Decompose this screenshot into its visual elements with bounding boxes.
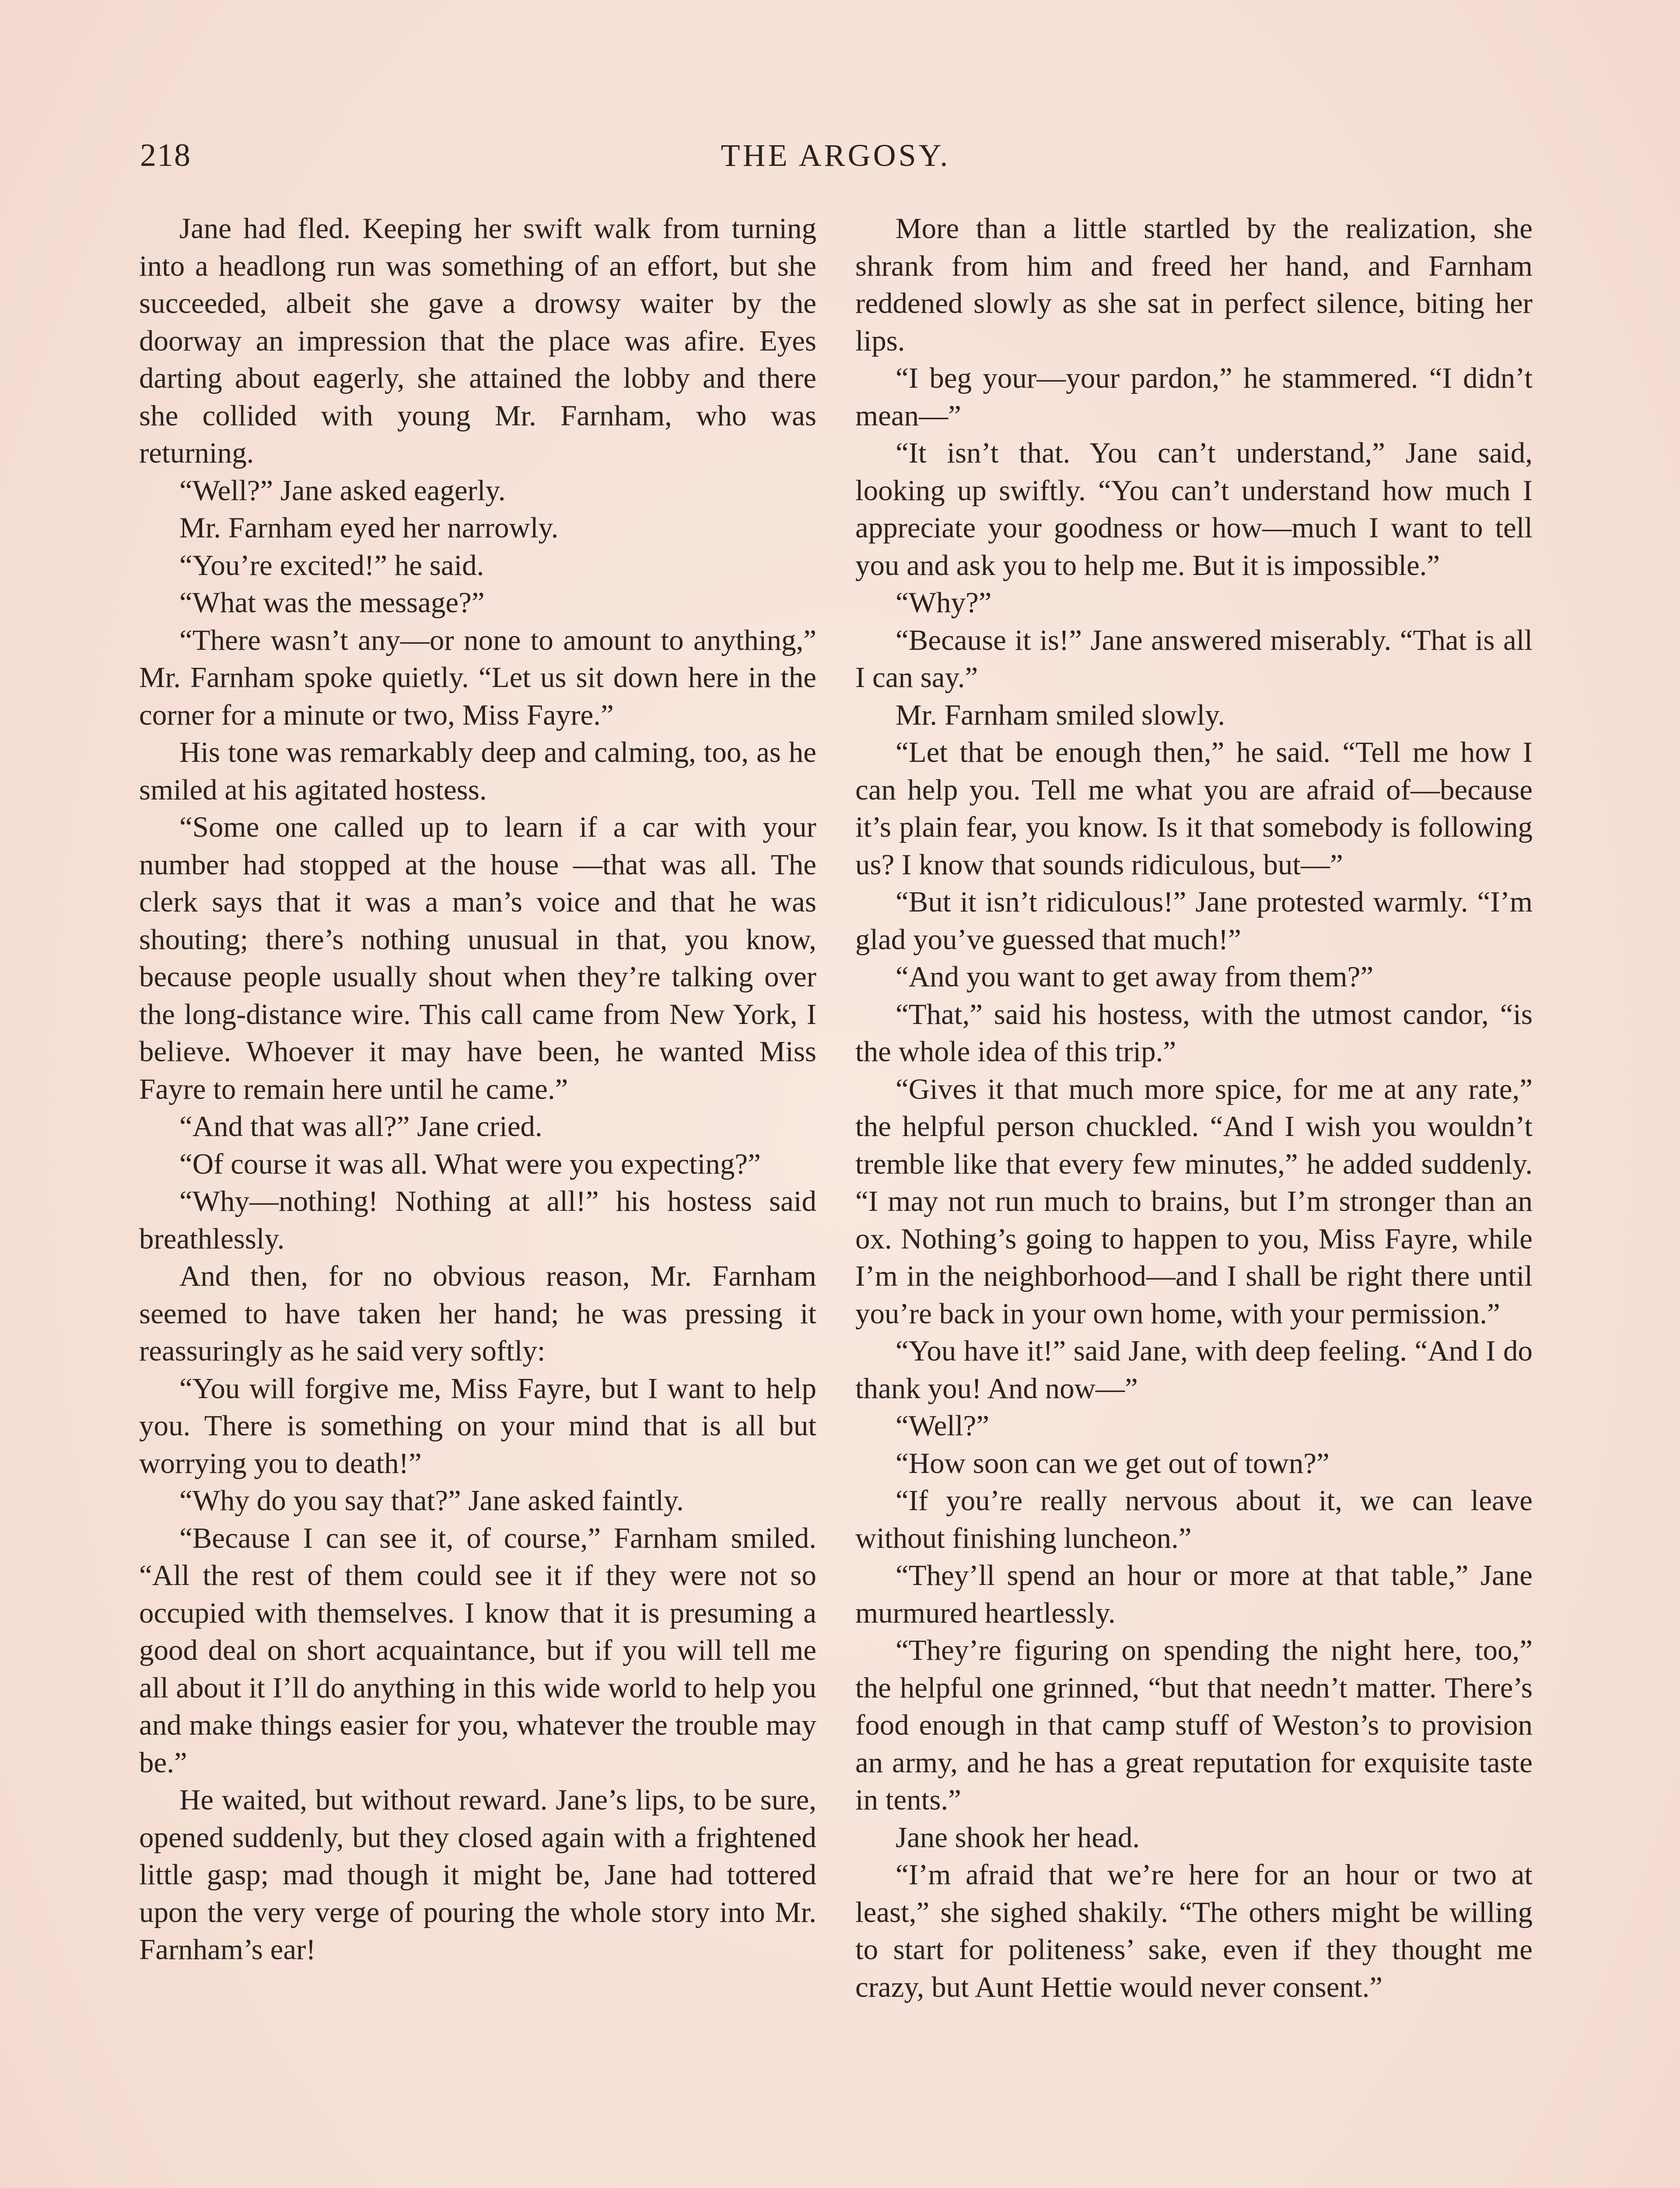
paragraph: “You have it!” said Jane, with deep feeling. “And I do thank you! And now—”	[855, 1335, 1533, 1405]
paragraph: “I’m afraid that we’re here for an hour or two at least,” she sighed shakily. “The others might be willing to start for politeness’ sake, even if they thought me crazy, but Aunt Hettie would never consent.”	[855, 1858, 1533, 2003]
paragraph: “It isn’t that. You can’t understand,” Jane said, looking up swiftly. “You can’t understand how much I appreciate your goodness or how—much I want to tell you and ask you to help me. But it is impossible.”	[855, 437, 1533, 582]
paragraph: “Gives it that much more spice, for me at any rate,” the helpful person chuckled. “And I wish you wouldn’t tremble like that every few minutes,” he added suddenly. “I may not run much to brains, but I’m stronger than an ox. Nothing’s going to happen to you, Miss Fayre, while I’m in the neighborhood—and I shall be right there until you’re back in your own home, with your permission.”	[855, 1073, 1533, 1330]
paragraph: “There wasn’t any—or none to amount to anything,” Mr. Farnham spoke quietly. “Let us sit down here in the corner for a minute or two, Miss Fayre.”	[139, 624, 816, 731]
paragraph: “Why?”	[896, 586, 992, 619]
paragraph: And then, for no obvious reason, Mr. Farnham seemed to have taken her hand; he was pressing it reassuringly as he said very softly:	[139, 1260, 816, 1367]
paragraph: “Of course it was all. What were you expecting?”	[179, 1147, 761, 1180]
paragraph: “They’re figuring on spending the night here, too,” the helpful one grinned, “but that needn’t matter. There’s food enough in that camp stuff of Weston’s to provision an army, and he has a great reputation for exquisite taste in tents.”	[855, 1634, 1533, 1816]
right-column	[855, 210, 1533, 2006]
page-header	[140, 131, 1531, 179]
paragraph: “Why—nothing! Nothing at all!” his hostess said breathlessly.	[139, 1185, 816, 1255]
running-title: THE ARGOSY.	[721, 138, 951, 173]
left-column	[139, 210, 816, 1969]
paragraph: “Well?” Jane asked eagerly.	[179, 474, 506, 507]
paragraph: Mr. Farnham smiled slowly.	[896, 698, 1225, 731]
paragraph: “That,” said his hostess, with the utmost candor, “is the whole idea of this trip.”	[855, 998, 1533, 1068]
paragraph: Mr. Farnham eyed her narrowly.	[179, 512, 559, 544]
paragraph: “How soon can we get out of town?”	[896, 1447, 1330, 1480]
paragraph: “You’re excited!” he said.	[179, 549, 484, 582]
paragraph: “And that was all?” Jane cried.	[179, 1110, 542, 1143]
paragraph: “Well?”	[896, 1410, 990, 1442]
paragraph: “If you’re really nervous about it, we can leave without finishing luncheon.”	[855, 1484, 1533, 1554]
paragraph: “Because I can see it, of course,” Farnham smiled. “All the rest of them could see it if they were not so occupied with themselves. I know that it is presuming a good deal on short acquaintance, but if you will tell me all about it I’ll do anything in this wide world to help you and make things easier for you, whatever the trouble may be.”	[139, 1522, 816, 1779]
page-number: 218	[140, 137, 191, 173]
paragraph: “Let that be enough then,” he said. “Tell me how I can help you. Tell me what you are afraid of—because it’s plain fear, you know. Is it that somebody is following us? I know that sounds ridiculous, but—”	[855, 736, 1533, 881]
paragraph: Jane shook her head.	[896, 1821, 1140, 1854]
paragraph: “You will forgive me, Miss Fayre, but I want to help you. There is something on your mind that is all but worrying you to death!”	[139, 1372, 816, 1480]
paragraph: “Why do you say that?” Jane asked faintly.	[179, 1484, 684, 1517]
paragraph: “What was the message?”	[179, 586, 485, 619]
paragraph: “And you want to get away from them?”	[896, 961, 1374, 993]
paragraph: “Some one called up to learn if a car with your number had stopped at the house —that was all. The clerk says that it was a man’s voice and that he was shouting; there’s nothing unusual in that, you know, because people usually shout when they’re talking over the long-distance wire. This call came from New York, I believe. Whoever it may have been, he wanted Miss Fayre to remain here until he came.”	[139, 811, 816, 1105]
paragraph: “Because it is!” Jane answered miserably. “That is all I can say.”	[855, 624, 1533, 694]
paragraph: “I beg your—your pardon,” he stammered. “I didn’t mean—”	[855, 362, 1533, 432]
paragraph: He waited, but without reward. Jane’s lips, to be sure, opened suddenly, but they closed again with a frightened little gasp; mad though it might be, Jane had tottered upon the very verge of pouring the whole story into Mr. Farnham’s ear!	[139, 1784, 816, 1966]
paragraph: His tone was remarkably deep and calming, too, as he smiled at his agitated hostess.	[139, 736, 816, 806]
paragraph: More than a little startled by the realization, she shrank from him and freed her hand, and Farnham reddened slowly as she sat in perfect silence, biting her lips.	[855, 212, 1533, 357]
paragraph: “They’ll spend an hour or more at that table,” Jane murmured heartlessly.	[855, 1559, 1533, 1629]
paragraph: “But it isn’t ridiculous!” Jane protested warmly. “I’m glad you’ve guessed that much!”	[855, 886, 1533, 956]
paragraph: Jane had fled. Keeping her swift walk from turning into a headlong run was something of an effort, but she succeeded, albeit she gave a drowsy waiter by the doorway an impression that the place was afire. Eyes darting about eagerly, she attained the lobby and there she collided with young Mr. Farnham, who was returning.	[139, 212, 816, 469]
